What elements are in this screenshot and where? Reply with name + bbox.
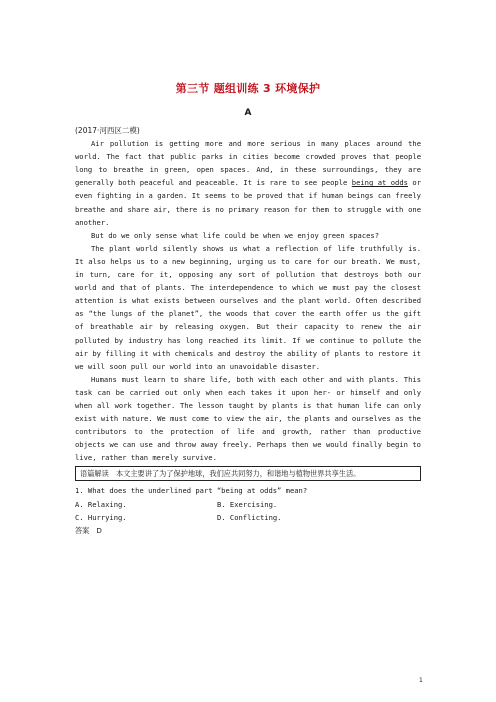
section-title: 第三节 题组训练 3 环境保护 <box>175 82 321 95</box>
paragraph-1-text-b: or even fighting in a garden. It seems to be proved that if human beings can freely breathe and share air, there is no primary reason for them to struggle with one another. <box>75 178 421 227</box>
paragraph-4: Humans must learn to share life, both with each other and with plants. This task can be carried out only when each takes it upon her- or himself and only when all work together. The lesson taught by plants is that human life can only exist with nature. We must come to view the air, the plants and ourselves as the contributors to the protection of life and growth, rather than productive objects we can use and throw away freely. Perhaps then we would finally begin to live, rather than merely survive. <box>75 374 421 463</box>
paragraph-2: But do we only sense what life could be when we enjoy green spaces? <box>91 230 380 240</box>
answer: 答案 D <box>75 525 102 535</box>
option-d: D. Conflicting. <box>217 512 282 522</box>
option-b: B. Exercising. <box>217 499 278 509</box>
source-note: (2017·河西区二模) <box>75 126 140 135</box>
paragraph-1 <box>75 137 421 229</box>
paragraph-3: The plant world silently shows us what a reflection of life truthfully is. It also helps us to a new beginning, urging us to care for our breath. We must, in turn, care for it, opposing any sort of pollution that destroys both our world and that of plants. The interdependence to which we must pay the closest attention is what exists between ourselves and the plant world. Often described as “the lungs of the planet”, the woods that cover the earth offer us the gift of breathable air by releasing oxygen. But their capacity to renew the air polluted by industry has long reached its limit. If we continue to pollute the air by filling it with chemicals and destroy the ability of plants to restore it we will soon pull our world into an unavoidable disaster. <box>75 243 421 371</box>
options-row-1 <box>75 498 421 511</box>
option-a: A. Relaxing. <box>75 499 127 509</box>
summary-box: 语篇解读 本文主要讲了为了保护地球，我们应共同努力，和谐地与植物世界共享生活。 <box>75 466 421 481</box>
passage-body <box>75 124 421 537</box>
option-c: C. Hurrying. <box>75 512 127 522</box>
options-row-2 <box>75 511 421 524</box>
paragraph-1-text-a: Air pollution is getting more and more serious in many places around the world. The fact that public parks in cities become crowded proves that people long to breathe in green, open spaces. And, in these surroundings, they are generally both peaceful and peaceable. It is rare to see people <box>75 139 421 188</box>
question-stem: 1. What does the underlined part “being at odds” mean? <box>75 486 308 496</box>
underlined-phrase: being at odds <box>351 178 408 188</box>
page-number: 1 <box>419 677 423 684</box>
passage-marker: A <box>244 108 252 118</box>
